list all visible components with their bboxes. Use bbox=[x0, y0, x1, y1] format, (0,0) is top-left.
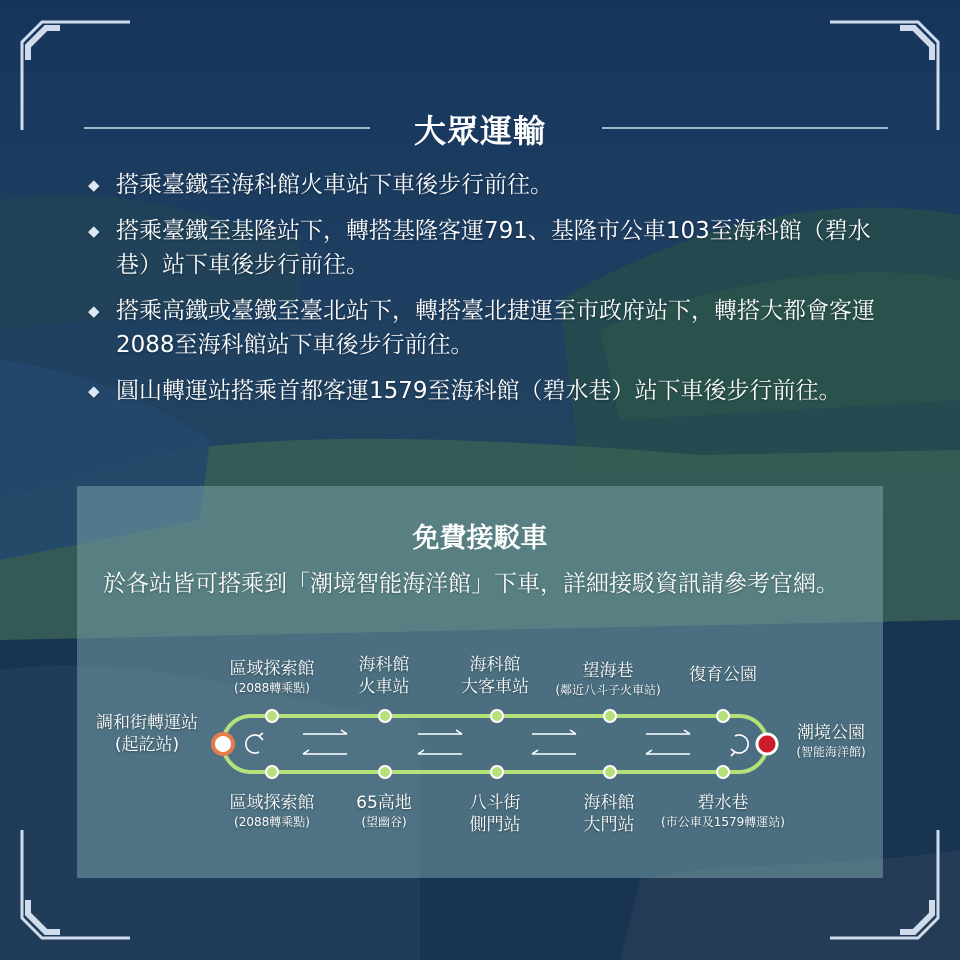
bottom-stop-dot-4 bbox=[604, 766, 616, 778]
transit-list bbox=[88, 168, 900, 420]
bottom-stop-name: 八斗街 bbox=[469, 793, 521, 813]
end-station-label bbox=[783, 722, 879, 760]
top-stop-label-5 bbox=[671, 664, 775, 686]
start-station-label bbox=[81, 712, 213, 756]
transit-item bbox=[88, 374, 900, 408]
top-stop-dot-1 bbox=[266, 710, 278, 722]
bottom-stop-dot-3 bbox=[491, 766, 503, 778]
top-stop-name-line2: 大客車站 bbox=[461, 677, 529, 697]
top-stop-name: 區域探索館 bbox=[229, 659, 315, 679]
top-stop-name: 海科館 bbox=[358, 655, 410, 675]
start-station-name: 調和街轉運站 bbox=[96, 713, 198, 733]
top-stop-note: (鄰近八斗子火車站) bbox=[555, 683, 661, 697]
diamond-bullet-icon: ◆ bbox=[88, 176, 100, 194]
bottom-stop-name-line2: 側門站 bbox=[469, 815, 521, 835]
shuttle-description: 於各站皆可搭乘到「潮境智能海洋館」下車，詳細接駁資訊請參考官網。 bbox=[103, 571, 839, 597]
bottom-stop-note: (2088轉乘點) bbox=[234, 815, 310, 829]
direction-arrows bbox=[246, 730, 748, 756]
top-stop-name: 復育公園 bbox=[689, 665, 757, 685]
page-title: 大眾運輸 bbox=[413, 112, 546, 150]
route-loop bbox=[223, 716, 767, 772]
bottom-stop-note: (望幽谷) bbox=[361, 815, 407, 829]
top-stop-label-3 bbox=[441, 654, 549, 698]
bottom-stop-label-4 bbox=[555, 792, 663, 836]
diamond-bullet-icon: ◆ bbox=[88, 222, 100, 240]
bottom-stop-note: (市公車及1579轉運站) bbox=[661, 815, 785, 829]
transit-item bbox=[88, 294, 900, 362]
bottom-stop-label-5 bbox=[651, 792, 795, 830]
bottom-stop-name: 碧水巷 bbox=[697, 793, 749, 813]
title-divider-right bbox=[602, 127, 888, 129]
bottom-stop-dot-1 bbox=[266, 766, 278, 778]
transit-item bbox=[88, 214, 900, 282]
bottom-stop-label-1 bbox=[197, 792, 347, 830]
bottom-stop-dot-2 bbox=[379, 766, 391, 778]
top-stop-dot-3 bbox=[491, 710, 503, 722]
shuttle-title: 免費接駁車 bbox=[412, 523, 548, 554]
bottom-stop-label-3 bbox=[441, 792, 549, 836]
top-stop-note: (2088轉乘點) bbox=[234, 681, 310, 695]
bottom-stop-name: 區域探索館 bbox=[229, 793, 315, 813]
top-stop-name: 望海巷 bbox=[582, 661, 634, 681]
bottom-stop-label-2 bbox=[330, 792, 438, 830]
end-marker bbox=[757, 734, 777, 754]
stop-dots bbox=[266, 710, 729, 778]
transit-item-text: 搭乘臺鐵至海科館火車站下車後步行前往。 bbox=[116, 172, 553, 198]
end-station-note: (智能海洋館) bbox=[796, 745, 866, 759]
top-stop-dot-2 bbox=[379, 710, 391, 722]
end-station-name: 潮境公園 bbox=[797, 723, 865, 743]
top-stop-label-1 bbox=[197, 658, 347, 696]
top-stop-label-2 bbox=[330, 654, 438, 698]
bottom-stop-name: 海科館 bbox=[583, 793, 635, 813]
bottom-stop-dot-5 bbox=[717, 766, 729, 778]
top-stop-name-line2: 火車站 bbox=[358, 677, 410, 697]
transit-item-text: 圓山轉運站搭乘首都客運1579至海科館（碧水巷）站下車後步行前往。 bbox=[116, 378, 842, 404]
bottom-stop-name-line2: 大門站 bbox=[583, 815, 635, 835]
top-stop-dot-4 bbox=[604, 710, 616, 722]
transit-item-text: 搭乘高鐵或臺鐵至臺北站下，轉搭臺北捷運至市政府站下，轉搭大都會客運2088至海科館站下車後步行前往。 bbox=[116, 298, 875, 358]
transit-item bbox=[88, 168, 900, 202]
start-marker bbox=[213, 734, 233, 754]
top-stop-label-4 bbox=[543, 660, 673, 698]
title-row bbox=[0, 100, 960, 156]
top-stop-dot-5 bbox=[717, 710, 729, 722]
diamond-bullet-icon: ◆ bbox=[88, 302, 100, 320]
start-station-note: (起訖站) bbox=[114, 735, 180, 755]
transit-item-text: 搭乘臺鐵至基隆站下，轉搭基隆客運791、基隆市公車103至海科館（碧水巷）站下車後步行前往。 bbox=[116, 218, 871, 278]
top-stop-name: 海科館 bbox=[469, 655, 521, 675]
shuttle-panel bbox=[77, 486, 883, 878]
bottom-stop-name: 65高地 bbox=[356, 793, 412, 813]
diamond-bullet-icon: ◆ bbox=[88, 382, 100, 400]
